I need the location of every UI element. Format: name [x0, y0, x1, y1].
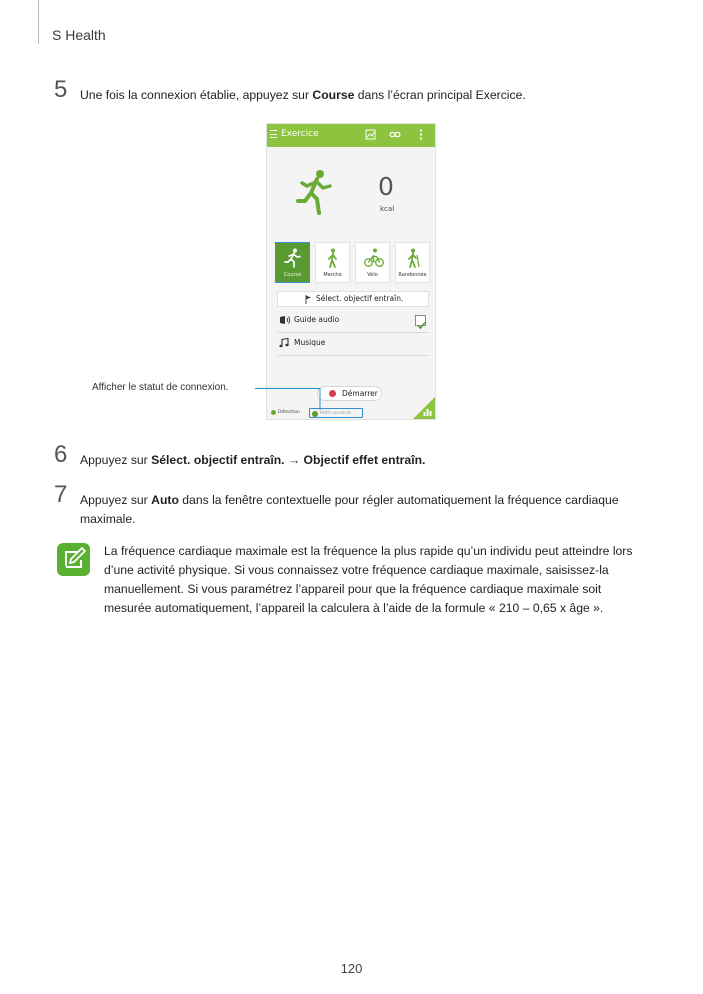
step-number: 7 — [54, 481, 68, 508]
step-number: 5 — [54, 76, 68, 103]
stats-icon — [423, 408, 432, 416]
mode-label: Marche — [323, 272, 342, 278]
callout-label: Afficher le statut de connexion. — [92, 382, 229, 393]
start-button[interactable] — [317, 386, 382, 401]
page-header-title: S Health — [52, 27, 106, 43]
music-note-icon — [279, 338, 289, 348]
divider — [277, 355, 429, 356]
step-text-part: dans l’écran principal Exercice. — [354, 88, 526, 102]
music-row[interactable] — [277, 334, 429, 352]
running-figure-icon — [295, 169, 335, 215]
record-dot-icon — [329, 390, 336, 397]
music-label: Musique — [294, 338, 326, 347]
audio-guide-label: Guide audio — [294, 315, 340, 324]
step-text-part: Une fois la connexion établie, appuyez sur — [80, 88, 313, 102]
calories-value: 0 — [378, 172, 394, 201]
audio-guide-checkbox[interactable] — [415, 315, 426, 326]
step-text-part: Appuyez sur — [80, 453, 152, 467]
mode-label: Randonnée — [398, 272, 427, 278]
check-icon — [416, 320, 427, 331]
goal-button-label: Sélect. objectif entraîn. — [316, 294, 404, 303]
mode-randonnee-button[interactable] — [395, 242, 430, 283]
detection-label: Détection — [278, 410, 300, 415]
audio-guide-icon — [279, 315, 290, 325]
step-number: 6 — [54, 441, 68, 468]
step-text-part: Appuyez sur — [80, 493, 152, 507]
callout-leader-line — [255, 388, 325, 414]
mode-course-button[interactable] — [275, 242, 310, 283]
step-text-part: dans la fenêtre contextuelle pour régler automatiquement la fréquence cardiaque maximale. — [80, 493, 619, 526]
pencil-note-icon — [57, 543, 90, 576]
step-text — [80, 491, 640, 529]
phone-screenshot — [266, 123, 436, 420]
divider — [277, 332, 429, 333]
connection-status-text: HRM connecté — [320, 410, 352, 416]
step-bold-term: Auto — [151, 493, 179, 507]
step-text — [80, 86, 640, 105]
step-bold-term: Course — [312, 88, 355, 102]
app-title: Exercice — [281, 129, 319, 139]
audio-guide-row[interactable] — [277, 311, 429, 329]
flag-icon — [305, 295, 312, 304]
app-bar — [267, 124, 435, 147]
chart-icon[interactable] — [365, 129, 376, 140]
mode-label: Course — [283, 272, 302, 278]
more-options-icon[interactable] — [419, 129, 423, 140]
step-bold-term: Sélect. objectif entraîn. → Objectif effet entraîn. — [151, 453, 426, 467]
mode-velo-button[interactable] — [355, 242, 390, 283]
menu-icon[interactable] — [270, 130, 277, 138]
header-rule — [38, 0, 39, 44]
cycling-icon — [364, 248, 384, 268]
link-icon[interactable] — [389, 129, 401, 140]
step-text — [80, 451, 640, 470]
start-button-label: Démarrer — [342, 389, 378, 398]
running-icon — [284, 248, 302, 268]
page-number: 120 — [340, 961, 363, 976]
mode-marche-button[interactable] — [315, 242, 350, 283]
note-icon — [57, 543, 90, 576]
calories-unit: kcal — [380, 205, 395, 213]
note-text: La fréquence cardiaque maximale est la fréquence la plus rapide qu’un individu peut atteindre lors d’une activité physique. Si vous connaissez votre fréquence cardiaque maximale, saisissez-la manuellement. Si vous paramétrez l’appareil pour que la fréquence cardiaque maximale soit mesurée automatiquement, l’appareil la calculera à l’aide de la formule « 210 – 0,65 x âge ». — [104, 544, 633, 615]
walking-icon — [324, 248, 342, 268]
hiking-icon — [404, 248, 422, 268]
mode-label: Vélo — [367, 272, 378, 278]
select-goal-button[interactable] — [277, 291, 429, 307]
